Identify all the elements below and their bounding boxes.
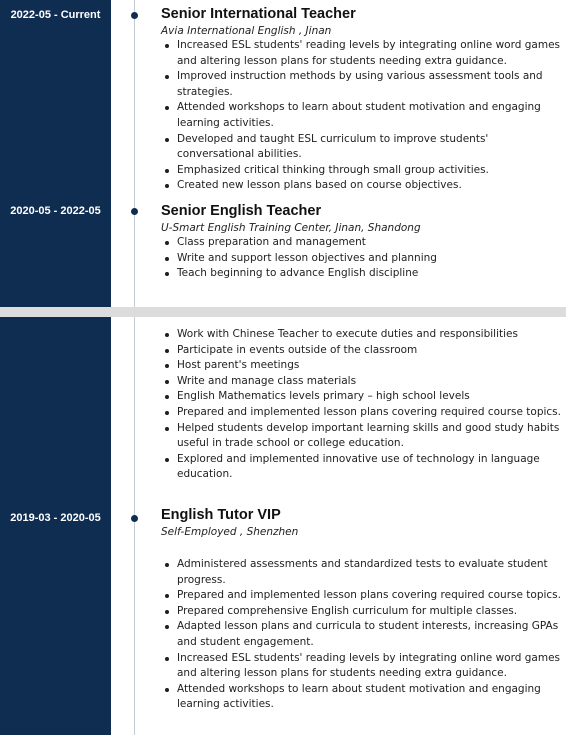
bullet-item: Prepared and implemented lesson plans covering required course topics.	[161, 588, 561, 604]
bullet-item: Prepared comprehensive English curriculum for multiple classes.	[161, 604, 561, 620]
job-entry	[161, 507, 561, 713]
date-sidebar	[0, 0, 111, 307]
job-date: 2022-05 - Current	[10, 9, 101, 21]
resume-page-bottom	[0, 317, 566, 735]
bullet-item: Write and support lesson objectives and planning	[161, 251, 561, 267]
bullet-item: Host parent's meetings	[161, 358, 561, 374]
page-break	[0, 307, 566, 317]
job-date: 2020-05 - 2022-05	[10, 205, 101, 217]
timeline-line	[134, 0, 135, 307]
bullet-item: Participate in events outside of the classroom	[161, 343, 561, 359]
bullet-item: English Mathematics levels primary – high school levels	[161, 389, 561, 405]
job-bullets	[161, 557, 561, 713]
job-entry	[161, 203, 561, 282]
timeline-line	[134, 317, 135, 735]
date-sidebar	[0, 317, 111, 735]
job-entry	[161, 6, 561, 194]
job-title: English Tutor VIP	[161, 507, 281, 523]
job-bullets	[161, 38, 561, 194]
bullet-item: Administered assessments and standardized tests to evaluate student progress.	[161, 557, 561, 588]
resume-page-top	[0, 0, 566, 307]
continued-job-entry	[161, 327, 561, 483]
bullet-item: Work with Chinese Teacher to execute duties and responsibilities	[161, 327, 561, 343]
bullet-item: Attended workshops to learn about student motivation and engaging learning activities.	[161, 682, 561, 713]
bullet-item: Adapted lesson plans and curricula to student interests, increasing GPAs and student engagement.	[161, 619, 561, 650]
bullet-item: Helped students develop important learning skills and good study habits useful in trade school or college education.	[161, 421, 561, 452]
bullet-item: Prepared and implemented lesson plans covering required course topics.	[161, 405, 561, 421]
job-bullets	[161, 235, 561, 282]
bullet-item: Class preparation and management	[161, 235, 561, 251]
bullet-item: Improved instruction methods by using various assessment tools and strategies.	[161, 69, 561, 100]
bullet-item: Write and manage class materials	[161, 374, 561, 390]
bullet-item: Developed and taught ESL curriculum to improve students' conversational abilities.	[161, 132, 561, 163]
bullet-item: Attended workshops to learn about student motivation and engaging learning activities.	[161, 100, 561, 131]
job-company: Self-Employed , Shenzhen	[161, 526, 299, 538]
bullet-item: Emphasized critical thinking through small group activities.	[161, 163, 561, 179]
job-company: U-Smart English Training Center, Jinan, Shandong	[161, 222, 421, 234]
job-date: 2019-03 - 2020-05	[10, 512, 101, 524]
timeline-dot	[131, 12, 138, 19]
bullet-item: Created new lesson plans based on course objectives.	[161, 178, 561, 194]
job-title: Senior International Teacher	[161, 6, 356, 22]
timeline-dot	[131, 208, 138, 215]
bullet-item: Increased ESL students' reading levels by integrating online word games and altering lesson plans for students needing extra guidance.	[161, 38, 561, 69]
bullet-item: Explored and implemented innovative use of technology in language education.	[161, 452, 561, 483]
job-title: Senior English Teacher	[161, 203, 322, 219]
job-company: Avia International English , Jinan	[161, 25, 332, 37]
timeline-dot	[131, 515, 138, 522]
bullet-item: Increased ESL students' reading levels by integrating online word games and altering lesson plans for students needing extra guidance.	[161, 651, 561, 682]
job-bullets	[161, 327, 561, 483]
bullet-item: Teach beginning to advance English discipline	[161, 266, 561, 282]
